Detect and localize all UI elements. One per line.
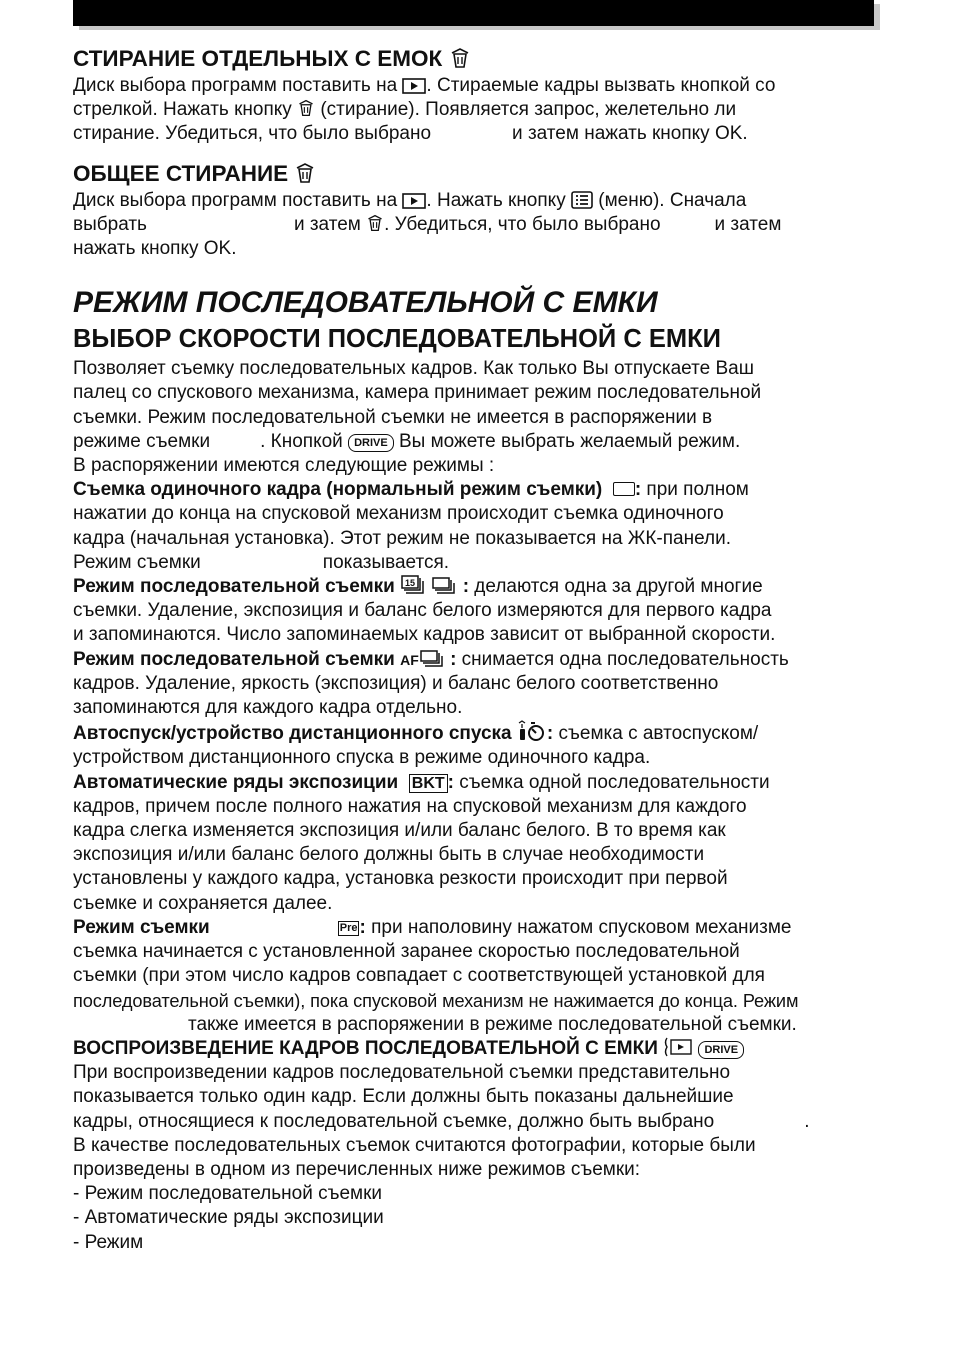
cont2-line-3: запоминаются для каждого кадра отдельно. [73,697,463,719]
single-delete-line-3: стирание. Убедиться, что было выбрано и затем нажать кнопку OK. [73,123,748,145]
self-timer-icon [517,720,547,742]
trash-icon [449,47,471,69]
cont2-line-2: кадров. Удаление, яркость (экспозиция) и баланс белого соответственно [73,672,719,694]
single-delete-line-1: Диск выбора программ поставить на . Стираемые кадры вызвать кнопкой со [73,75,776,96]
manual-page [73,44,885,1255]
single-frame-icon [613,482,635,496]
bracket-line-5: установлены у каждого кадра, установка резкости происходит при первой [73,868,728,890]
bkt-badge: BKT [409,774,448,793]
intro-line-3: съемки. Режим последовательной съемки не имеется в распоряжении в [73,406,713,428]
intro-line-4: режиме съемки . Кнопкой DRIVE Вы можете выбрать желаемый режим. [73,430,741,452]
all-delete-line-3: нажать кнопку OK. [73,238,237,260]
bracket-line-1: Автоматические ряды экспозиции BKT : съемка одной последовательности [73,771,770,793]
single-mode-line-1: Съемка одиночного кадра (нормальный режим съемки) : при полном [73,479,749,501]
pre-line-5: также имеется в распоряжении в режиме последовательной съемки. [188,1013,797,1035]
trash-icon [297,98,315,118]
intro-line-1: Позволяет съемку последовательных кадров. Как только Вы отпускаете Ваш [73,358,754,380]
pre-badge: Pre [339,921,358,934]
menu-icon [571,191,593,209]
playback-line-4: В качестве последовательных съемок считаются фотографии, которые были [73,1134,756,1156]
bracket-line-3: кадра слегка изменяется экспозиция и/или баланс белого. В то время как [73,820,726,842]
list-item: - Режим [73,1231,144,1253]
sequence-playback-icon [663,1037,693,1057]
section-heading-single-delete: СТИРАНИЕ ОТДЕЛЬНЫХ С ЕМОК [73,44,885,74]
cont1-line-1: Режим последовательной съемки 15 : делаются одна за другой многие [73,576,763,598]
selftimer-line-2: устройством дистанционного спуска в режиме одиночного кадра. [73,747,651,769]
drive-button-icon: DRIVE [698,1041,744,1059]
cont1-line-3: и запоминаются. Число запоминаемых кадров зависит от выбранной скорости. [73,624,776,646]
af-burst-icon [419,648,445,668]
playback-line-5: произведены в одном из перечисленных ниже режимов съемки: [73,1158,641,1180]
single-mode-line-4: Режим съемки показывается. [73,551,450,573]
intro-line-5: В распоряжении имеются следующие режимы : [73,455,495,477]
play-icon [402,193,426,209]
cont1-line-2: съемки. Удаление, экспозиция и баланс белого измеряются для первого кадра [73,600,772,622]
pre-line-2: съемка начинается с установленной заранее скоростью последовательной [73,941,740,963]
playback-heading: ВОСПРОИЗВЕДЕНИЕ КАДРОВ ПОСЛЕДОВАТЕЛЬНОЙ С ЕМКИ DRIVE [73,1037,885,1061]
single-mode-line-2: нажатии до конца на спусковой механизм происходит съемка одиночного [73,503,724,525]
burst-15-icon [400,575,426,595]
intro-line-2: палец со спускового механизма, камера принимает режим последовательной [73,382,762,404]
all-delete-line-1: Диск выбора программ поставить на . Нажать кнопку (меню). Сначала [73,189,747,211]
svg-text:15: 15 [405,578,416,589]
pre-line-4: последовательной съемки), пока спусковой механизм не нажимается до конца. Режим [73,990,799,1011]
single-mode-line-3: кадра (начальная установка). Этот режим не показывается на ЖК-панели. [73,527,732,549]
playback-line-1: При воспроизведении кадров последовательной съемки представительно [73,1062,731,1084]
af-label: AF [400,651,419,668]
pre-line-1: Режим съемки Pre : при наполовину нажатом спусковом механизме [73,916,792,938]
play-icon [402,78,426,94]
all-delete-line-2: выбрать и затем . Убедиться, что было выбрано и затем [73,213,782,235]
section-subtitle: ВЫБОР СКОРОСТИ ПОСЛЕДОВАТЕЛЬНОЙ С ЕМКИ [73,325,721,354]
trash-icon [294,162,316,184]
cont2-line-1: Режим последовательной съемки AF : снимается одна последовательность [73,648,789,670]
playback-line-2: показывается только один кадр. Если должны быть показаны дальнейшие [73,1086,734,1108]
section-heading-all-delete: ОБЩЕЕ СТИРАНИЕ [73,159,885,189]
list-item: - Режим последовательной съемки [73,1183,383,1205]
bracket-line-6: съемке и сохраняется далее. [73,892,333,914]
header-bar [73,0,874,26]
chapter-title: РЕЖИМ ПОСЛЕДОВАТЕЛЬНОЙ С ЕМКИ [73,286,658,320]
pre-line-3: съемки (при этом число кадров совпадает с соответствующей установкой для [73,965,765,987]
playback-line-3: кадры, относящиеся к последовательной съемке, должно быть выбрано . [73,1110,810,1132]
single-delete-line-2: стрелкой. Нажать кнопку (стирание). Появляется запрос, желетельно ли [73,99,737,121]
trash-icon [366,213,384,233]
burst-icon [431,575,457,595]
bracket-line-4: экспозиция и/или баланс белого должны быть в случае необходимости [73,844,705,866]
selftimer-line-1: Автоспуск/устройство дистанционного спуска : съемка с автоспуском/ [73,720,885,746]
list-item: - Автоматические ряды экспозиции [73,1207,384,1229]
drive-button-icon: DRIVE [348,434,394,452]
bracket-line-2: кадров, причем после полного нажатия на спусковой механизм для каждого [73,795,747,817]
